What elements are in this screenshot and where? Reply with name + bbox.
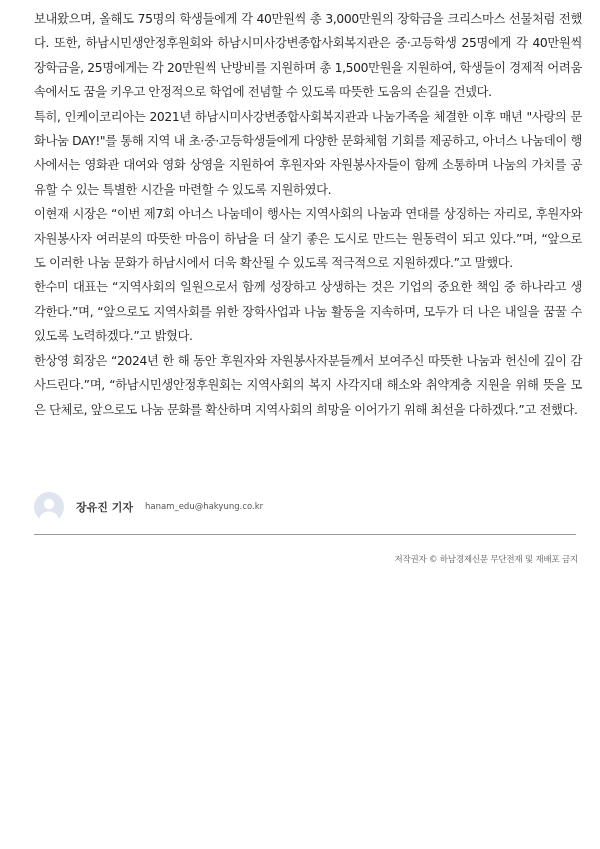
byline [34,488,263,526]
article-paragraph: 이현재 시장은 “이번 제7회 아너스 나눔데이 행사는 지역사회의 나눔과 연대를 상징하는 자리로, 후원자와 자원봉사자 여러분의 따뜻한 마음이 하남을 더 살기 좋은 도시로 만드는 원동력이 되고 있다.”며, “앞으로도 이러한 나눔 문화가 하남시에서 더욱 확산될 수 있도록 적극적으로 지원하겠다.”고 말했다. [34,207,582,271]
article-paragraph: 한수미 대표는 “지역사회의 일원으로서 함께 성장하고 상생하는 것은 기업의 중요한 책임 중 하나라고 생각한다.”며, “앞으로도 지역사회를 위한 장학사업과 나눔 활동을 지속하며, 모두가 더 나은 내일을 꿈꿀 수 있도록 노력하겠다.”고 밝혔다. [34,280,582,344]
article-body [34,7,582,422]
reporter-name: 장유진 기자 [76,501,133,514]
person-silhouette-icon [34,492,64,522]
copyright-notice: 저작권자 © 하남경제신문 무단전재 및 재배포 금지 [394,555,578,565]
reporter-email[interactable]: hanam_edu@hakyung.co.kr [144,502,264,512]
article-paragraph: 보내왔으며, 올해도 75명의 학생들에게 각 40만원씩 총 3,000만원의 장학금을 크리스마스 선물처럼 전했다. 또한, 하남시민생안정후원회와 하남시미사강변종합사회복지관은 중·고등학생 25명에게 각 40만원씩 장학금을, 25명에게는 각 20만원씩 난방비를 지원하며 총 1,500만원을 지원하여, 학생들이 경제적 어려움 속에서도 꿈을 키우고 안정적으로 학업에 전념할 수 있도록 따뜻한 도움의 손길을 건넸다. [34,12,582,100]
divider [34,534,576,535]
article-paragraph: 한상영 회장은 “2024년 한 해 동안 후원자와 자원봉사자분들께서 보여주신 따뜻한 나눔과 헌신에 깊이 감사드린다.”며, “하남시민생안정후원회는 지역사회의 복지 사각지대 해소와 취약계층 지원을 위해 뜻을 모은 단체로, 앞으로도 나눔 문화를 확산하며 지역사회의 희망을 이어가기 위해 최선을 다하겠다.”고 전했다. [34,353,582,417]
article-paragraph: 특히, 인케이코리아는 2021년 하남시미사강변종합사회복지관과 나눔가족을 체결한 이후 매년 "사랑의 문화나눔 DAY!"를 통해 지역 내 초·중·고등학생들에게 다양한 문화체험 기회를 제공하고, 아너스 나눔데이 행사에서는 영화관 대여와 영화 상영을 지원하여 후원자와 자원봉사자들이 함께 소통하며 나눔의 가치를 공유할 수 있는 특별한 시간을 마련할 수 있도록 지원하였다. [34,109,582,197]
